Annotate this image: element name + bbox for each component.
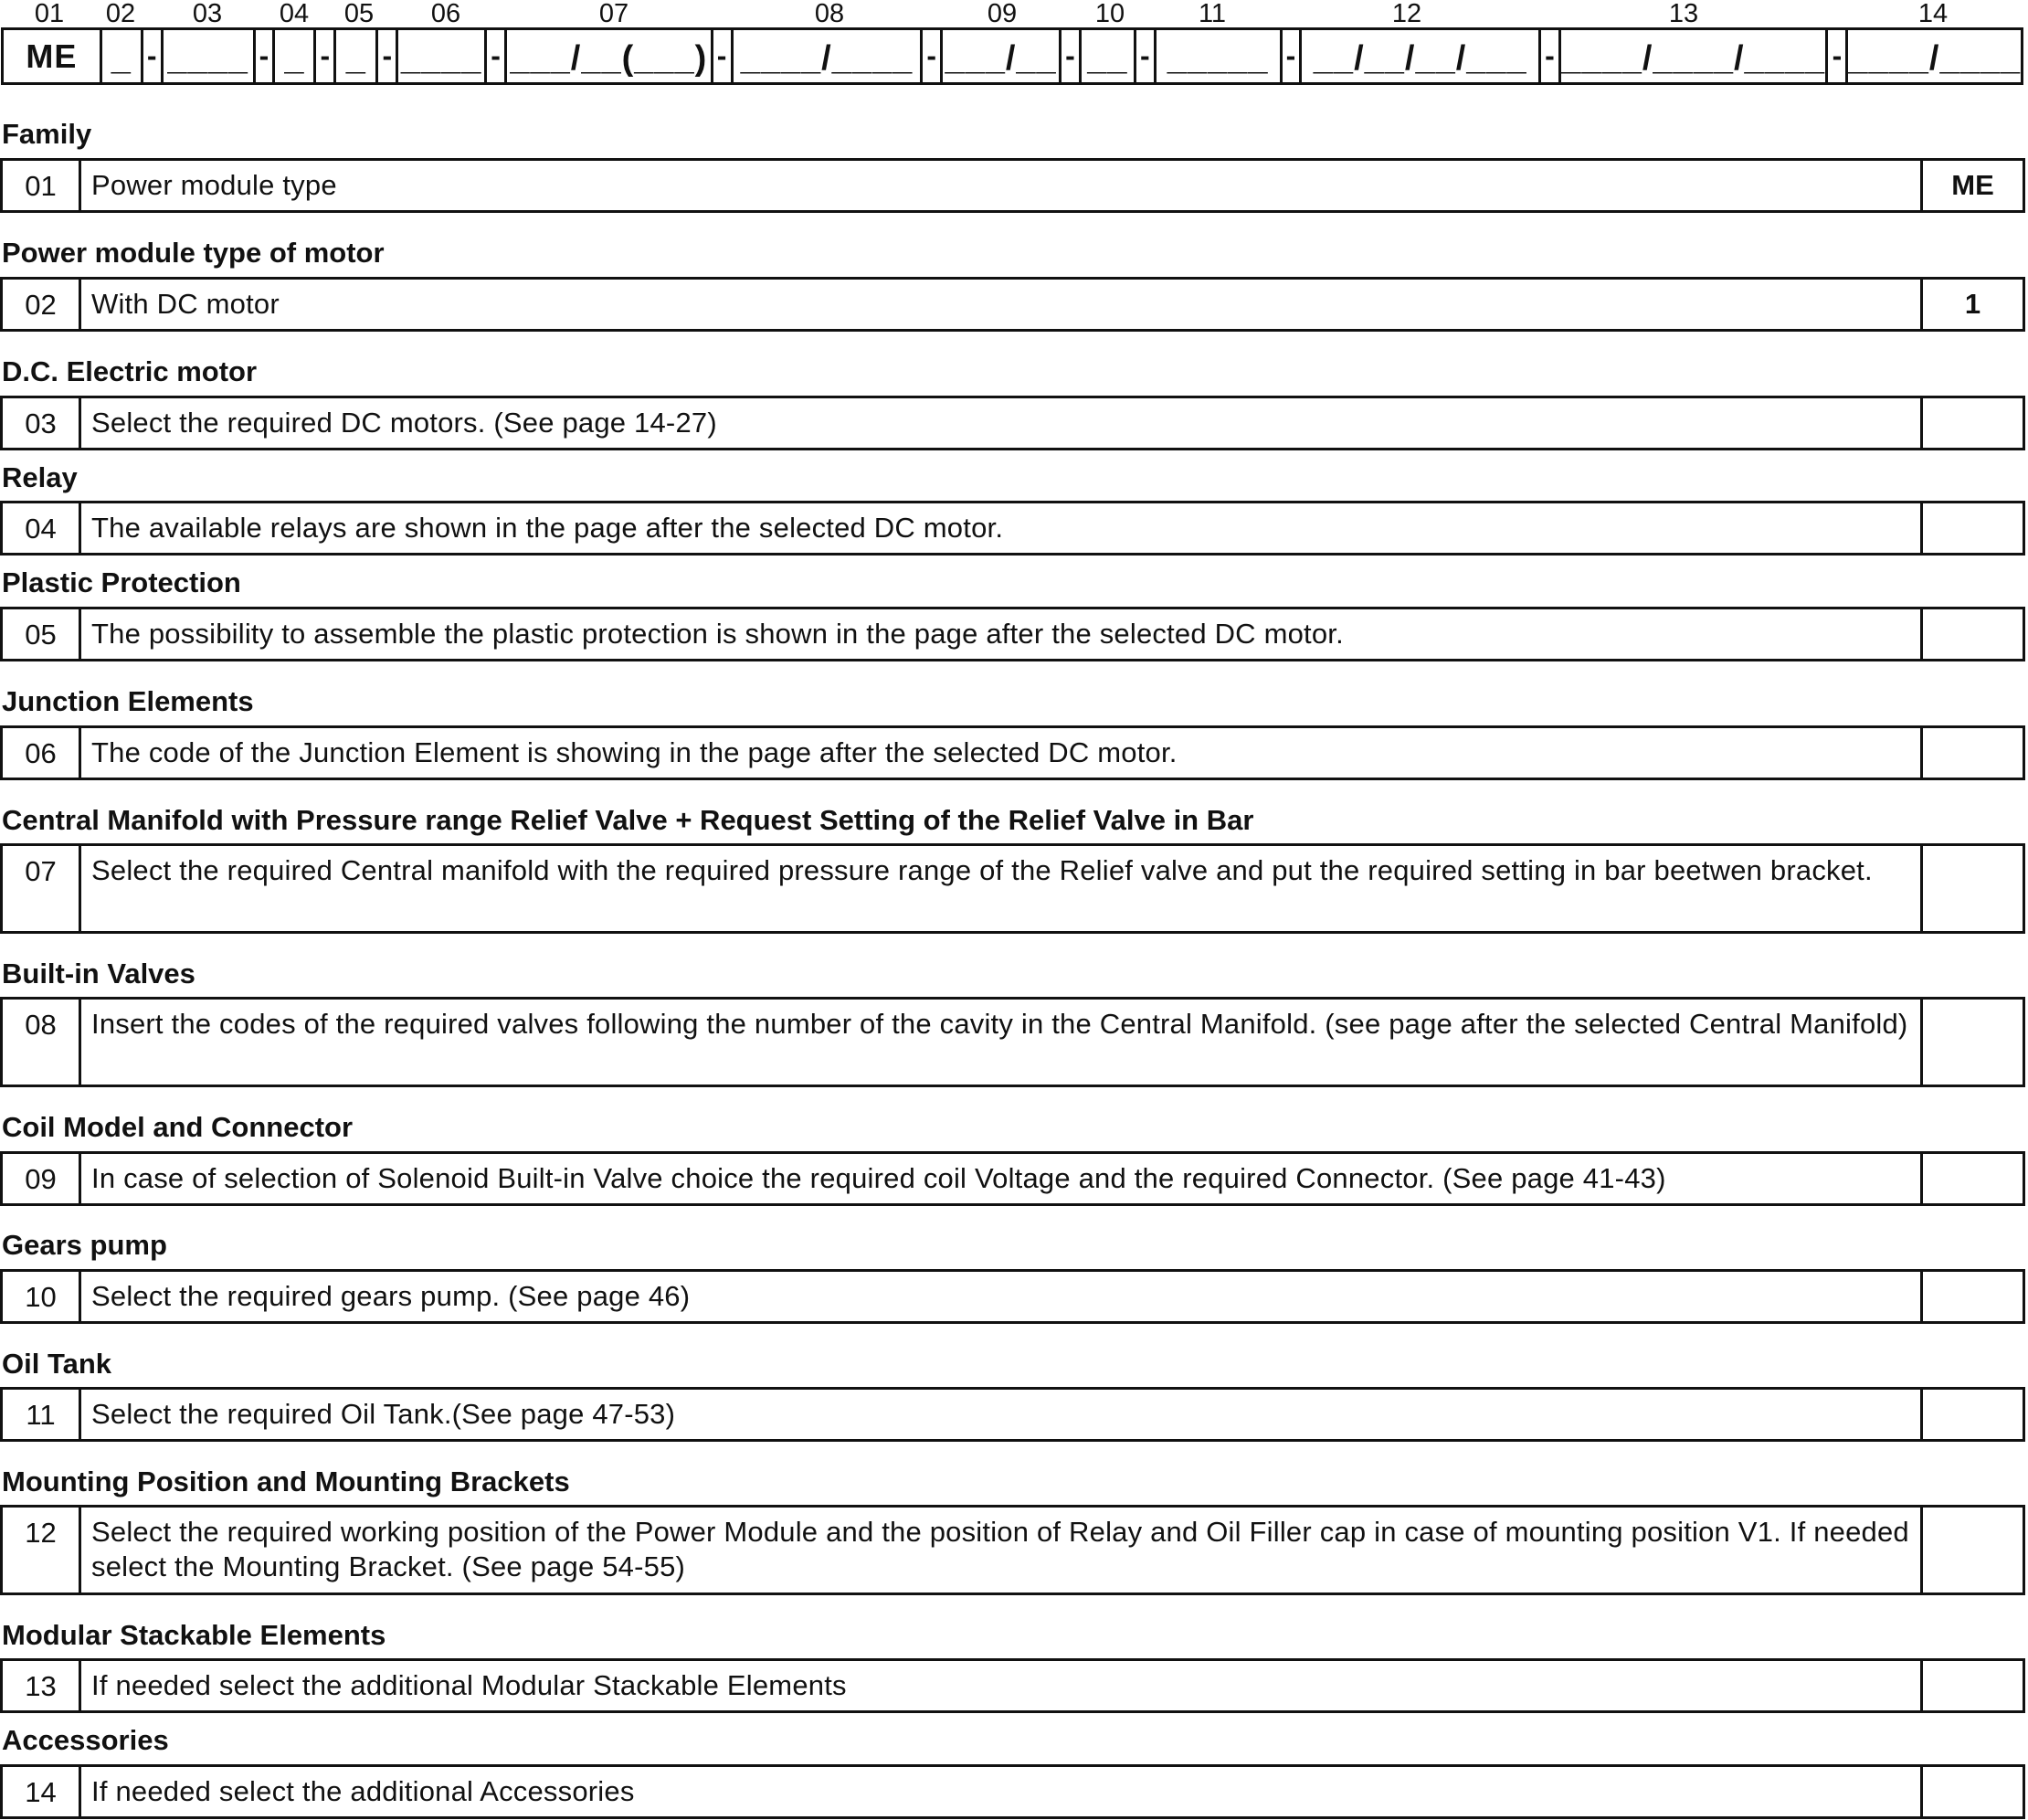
section-title: Modular Stackable Elements [2, 1619, 386, 1651]
section-number: 05 [3, 609, 81, 659]
section-title: Mounting Position and Mounting Brackets [2, 1466, 570, 1497]
section-family [0, 117, 2028, 202]
section-value-box[interactable] [1920, 1661, 2023, 1710]
code-cell[interactable]: ___/__(___) [507, 30, 713, 82]
column-number-row [0, 0, 2028, 27]
section-title: Coil Model and Connector [2, 1111, 354, 1143]
code-cell[interactable]: __/__/__/___ [1302, 30, 1541, 82]
section-title: Gears pump [2, 1229, 167, 1261]
section-title: Power module type of motor [2, 237, 385, 269]
section-value-box[interactable]: 1 [1920, 280, 2023, 329]
code-cell[interactable]: ____/____/____ [1561, 30, 1828, 82]
code-separator: - [378, 30, 398, 82]
section-number: 11 [3, 1390, 81, 1439]
code-cell-family: ME [4, 30, 102, 82]
section-number: 08 [3, 1000, 81, 1085]
column-number: 11 [1198, 0, 1227, 28]
section-description: Select the required working position of the Power Module and the position of Relay and Oil Filler cap in case of mounting position V1. If needed select the Mounting Bracket. (See page 54-55) [91, 1516, 1909, 1582]
section-description: The available relays are shown in the page after the selected DC motor. [91, 512, 1004, 544]
section-value-box[interactable] [1920, 1767, 2023, 1816]
section-description: If needed select the additional Modular Stackable Elements [91, 1669, 847, 1701]
section-oil-tank [0, 1347, 2028, 1431]
section-number: 07 [3, 846, 81, 931]
section-row [0, 1658, 2025, 1713]
section-row [0, 396, 2025, 450]
code-separator: - [1062, 30, 1082, 82]
section-number: 04 [3, 503, 81, 553]
section-value-box[interactable] [1920, 846, 2023, 931]
section-number: 10 [3, 1272, 81, 1321]
section-row [0, 277, 2025, 332]
section-row [0, 607, 2025, 661]
section-number: 01 [3, 161, 81, 210]
section-central-manifold [0, 803, 2028, 887]
column-number: 01 [34, 0, 65, 28]
code-separator: - [1828, 30, 1848, 82]
section-row [0, 1505, 2025, 1595]
section-title: Accessories [2, 1724, 169, 1756]
code-cell[interactable]: ____/____ [1848, 39, 2022, 78]
section-description: In case of selection of Solenoid Built-in Valve choice the required coil Voltage and the required Connector. (See page 41-43) [91, 1162, 1666, 1194]
section-number: 09 [3, 1154, 81, 1203]
section-row [0, 1387, 2025, 1442]
section-title: Junction Elements [2, 685, 254, 717]
section-row [0, 997, 2025, 1087]
section-gears-pump [0, 1228, 2028, 1313]
section-title: Family [2, 118, 92, 150]
code-cell[interactable]: _ [336, 30, 378, 82]
code-separator: - [713, 30, 734, 82]
section-description: If needed select the additional Accessories [91, 1775, 635, 1807]
section-number: 14 [3, 1767, 81, 1816]
section-number: 12 [3, 1508, 81, 1592]
column-number: 12 [1391, 0, 1422, 28]
code-cell[interactable]: _____ [1157, 30, 1283, 82]
section-description: Insert the codes of the required valves following the number of the cavity in the Central Manifold. (see page after the selected Central Manifold) [91, 1008, 1908, 1040]
code-separator: - [316, 30, 336, 82]
section-junction-elements [0, 684, 2028, 769]
section-number: 03 [3, 398, 81, 448]
column-number: 06 [430, 0, 461, 28]
section-row [0, 1764, 2025, 1819]
column-number: 07 [598, 0, 629, 28]
section-number: 06 [3, 728, 81, 778]
section-value-box[interactable] [1920, 1000, 2023, 1085]
order-code-bar [1, 27, 2023, 85]
code-cell[interactable]: __ [1082, 30, 1136, 82]
section-description: Select the required DC motors. (See page 14-27) [91, 407, 717, 439]
section-value-box[interactable] [1920, 728, 2023, 778]
column-number: 10 [1094, 0, 1125, 28]
section-row [0, 843, 2025, 934]
section-number: 13 [3, 1661, 81, 1710]
section-value-box[interactable]: ME [1920, 161, 2023, 210]
column-number: 05 [343, 0, 375, 28]
section-mounting-position [0, 1465, 2028, 1582]
code-cell[interactable]: ___/__ [943, 30, 1062, 82]
section-description: Select the required Central manifold with the required pressure range of the Relief valve and put the required setting in bar beetwen bracket. [91, 854, 1873, 886]
code-separator: - [143, 30, 164, 82]
code-cell[interactable]: _ [102, 30, 143, 82]
column-number: 02 [105, 0, 136, 28]
code-separator: - [256, 30, 276, 82]
section-title: Relay [2, 461, 78, 493]
section-row [0, 501, 2025, 556]
column-number: 09 [987, 0, 1018, 28]
section-number: 02 [3, 280, 81, 329]
column-number: 03 [192, 0, 223, 28]
section-description: The possibility to assemble the plastic protection is shown in the page after the selected DC motor. [91, 618, 1344, 650]
section-title: Oil Tank [2, 1348, 112, 1380]
section-coil-model [0, 1110, 2028, 1195]
section-built-in-valves [0, 957, 2028, 1041]
section-modular-stackable [0, 1618, 2028, 1702]
section-dc-motor [0, 354, 2028, 439]
column-number: 13 [1668, 0, 1699, 28]
section-value-box[interactable] [1920, 609, 2023, 659]
code-cell[interactable]: _ [275, 30, 316, 82]
section-value-box[interactable] [1920, 1154, 2023, 1203]
section-row [0, 725, 2025, 780]
section-value-box[interactable] [1920, 1508, 2023, 1592]
section-title: Central Manifold with Pressure range Relief Valve + Request Setting of the Relief Valve in Bar [2, 804, 1254, 836]
section-description: Select the required Oil Tank.(See page 47-53) [91, 1398, 676, 1430]
section-row [0, 1269, 2025, 1324]
code-separator: - [923, 30, 943, 82]
column-number: 14 [1917, 0, 1949, 28]
section-row [0, 158, 2025, 213]
section-relay [0, 460, 2028, 545]
code-separator: - [1136, 30, 1157, 82]
section-accessories [0, 1723, 2028, 1808]
section-value-box[interactable] [1920, 1390, 2023, 1439]
section-plastic-protection [0, 566, 2028, 651]
section-description: With DC motor [91, 288, 280, 320]
section-description: Power module type [91, 169, 337, 201]
section-row [0, 1151, 2025, 1206]
section-value-box[interactable] [1920, 398, 2023, 448]
section-description: Select the required gears pump. (See page 46) [91, 1280, 691, 1312]
section-value-box[interactable] [1920, 1272, 2023, 1321]
section-title: Built-in Valves [2, 958, 195, 989]
code-separator: - [487, 30, 507, 82]
column-number: 04 [279, 0, 310, 28]
code-separator: - [1283, 30, 1303, 82]
section-description: The code of the Junction Element is showing in the page after the selected DC motor. [91, 736, 1178, 768]
section-title: D.C. Electric motor [2, 355, 258, 387]
column-number: 08 [814, 0, 845, 28]
code-cell[interactable]: ____/____ [734, 30, 924, 82]
section-motor-type [0, 236, 2028, 321]
code-cell[interactable]: ____ [164, 30, 256, 82]
code-separator: - [1541, 30, 1561, 82]
section-title: Plastic Protection [2, 566, 241, 598]
section-value-box[interactable] [1920, 503, 2023, 553]
code-cell[interactable]: ____ [398, 30, 487, 82]
